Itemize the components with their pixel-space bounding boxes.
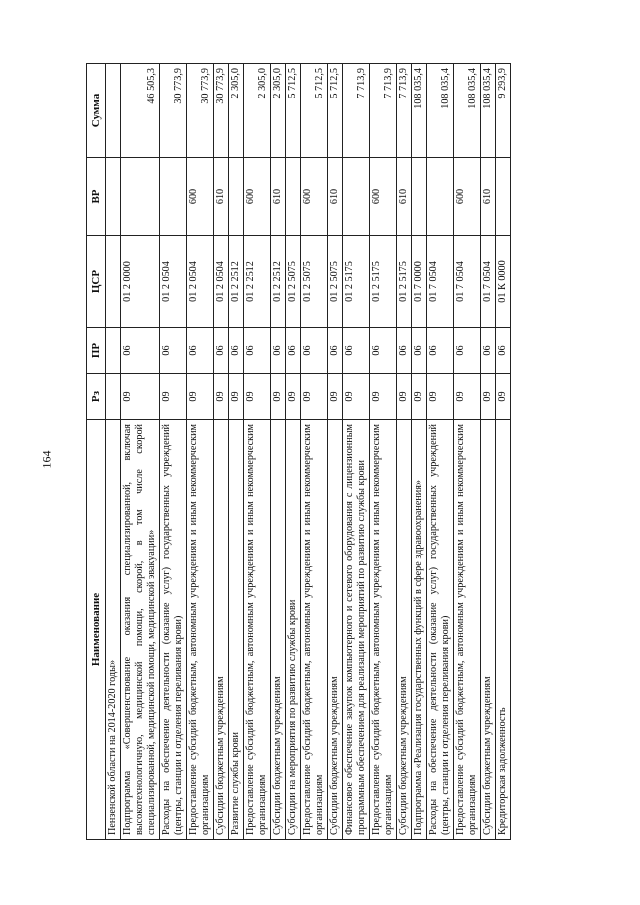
cell-rz: 09 [121,374,160,420]
page-number: 164 [39,450,54,469]
cell-name: Развитие службы крови [229,420,244,840]
cell-csr: 01 2 0504 [214,236,229,328]
table-row [271,64,286,840]
budget-table [86,63,511,840]
cell-sum: 5 712,5 [286,64,301,158]
cell-pr: 06 [481,328,496,374]
header-sum: Сумма [87,64,106,158]
cell-rz: 09 [271,374,286,420]
cell-vr: 600 [244,158,271,236]
cell-pr: 06 [229,328,244,374]
cell-pr: 06 [412,328,427,374]
cell-name: Субсидии бюджетным учреждениям [214,420,229,840]
cell-rz: 09 [343,374,370,420]
cell-vr: 610 [397,158,412,236]
cell-pr: 06 [454,328,481,374]
table-row [214,64,229,840]
cell-name: Субсидии бюджетным учреждениям [328,420,343,840]
cell-sum: 108 035,4 [412,64,427,158]
table-row [496,64,511,840]
header-rz: Рз [87,374,106,420]
cell-name: Финансовое обеспечение закупок компьютерного и сетевого оборудования с лицензионным программным обеспечением для реализации мероприятий по развитию службы крови [343,420,370,840]
cell-vr: 610 [214,158,229,236]
cell-pr: 06 [187,328,214,374]
cell-vr: 600 [187,158,214,236]
table-row [343,64,370,840]
cell-rz: 09 [286,374,301,420]
table-row [286,64,301,840]
cell-csr: 01 2 0000 [121,236,160,328]
cell-rz: 09 [328,374,343,420]
cell-pr: 06 [244,328,271,374]
cell-vr [229,158,244,236]
cell-rz: 09 [370,374,397,420]
cell-csr: 01 2 5175 [343,236,370,328]
cell-sum: 30 773,9 [160,64,187,158]
cell-vr [106,158,121,236]
cell-sum: 7 713,9 [397,64,412,158]
cell-csr: 01 2 2512 [271,236,286,328]
cell-pr: 06 [343,328,370,374]
table-row [397,64,412,840]
cell-name: Предоставление субсидий бюджетным, автономным учреждениям и иным некоммерческим организациям [301,420,328,840]
cell-sum: 2 305,0 [229,64,244,158]
cell-sum: 108 035,4 [427,64,454,158]
cell-name: Кредиторская задолженность [496,420,511,840]
cell-csr: 01 2 5075 [301,236,328,328]
cell-sum: 108 035,4 [481,64,496,158]
cell-pr: 06 [397,328,412,374]
cell-csr: 01 2 0504 [187,236,214,328]
cell-vr [121,158,160,236]
cell-vr [343,158,370,236]
cell-rz: 09 [187,374,214,420]
cell-rz: 09 [481,374,496,420]
table-row [328,64,343,840]
cell-pr [106,328,121,374]
cell-pr: 06 [301,328,328,374]
cell-vr [286,158,301,236]
cell-sum [106,64,121,158]
cell-vr: 610 [481,158,496,236]
cell-sum: 30 773,9 [187,64,214,158]
cell-pr: 06 [160,328,187,374]
budget-table-rotated [86,64,566,840]
cell-vr: 610 [328,158,343,236]
table-row [370,64,397,840]
cell-name: Пензенской области на 2014-2020 годы» [106,420,121,840]
cell-vr [496,158,511,236]
table-row [481,64,496,840]
cell-csr: 01 2 5175 [397,236,412,328]
cell-rz [106,374,121,420]
cell-csr: 01 2 2512 [229,236,244,328]
header-vr: ВР [87,158,106,236]
cell-vr [427,158,454,236]
cell-pr: 06 [214,328,229,374]
cell-name: Предоставление субсидий бюджетным, автономным учреждениям и иным некоммерческим организациям [370,420,397,840]
cell-rz: 09 [214,374,229,420]
cell-csr: 01 2 5075 [328,236,343,328]
cell-pr: 06 [286,328,301,374]
header-pr: ПР [87,328,106,374]
cell-name: Субсидии бюджетным учреждениям [397,420,412,840]
cell-name: Предоставление субсидий бюджетным, автономным учреждениям и иным некоммерческим организациям [454,420,481,840]
table-row [454,64,481,840]
cell-sum: 2 305,0 [271,64,286,158]
cell-csr [106,236,121,328]
cell-rz: 09 [454,374,481,420]
cell-sum: 46 505,3 [121,64,160,158]
header-row [87,64,106,840]
cell-name: Субсидии на мероприятия по развитию службы крови [286,420,301,840]
cell-csr: 01 7 0504 [454,236,481,328]
cell-vr [160,158,187,236]
table-row [244,64,271,840]
table-row [160,64,187,840]
cell-sum: 30 773,9 [214,64,229,158]
cell-csr: 01 7 0504 [427,236,454,328]
cell-rz: 09 [244,374,271,420]
cell-sum: 7 713,9 [370,64,397,158]
cell-vr [412,158,427,236]
cell-name: Предоставление субсидий бюджетным, автономным учреждениям и иным некоммерческим организациям [244,420,271,840]
cell-vr: 600 [301,158,328,236]
cell-rz: 09 [496,374,511,420]
cell-name: Предоставление субсидий бюджетным, автономным учреждениям и иным некоммерческим организациям [187,420,214,840]
cell-pr: 06 [271,328,286,374]
cell-rz: 09 [412,374,427,420]
cell-csr: 01 7 0000 [412,236,427,328]
cell-csr: 01 К 0000 [496,236,511,328]
cell-pr: 06 [427,328,454,374]
cell-rz: 09 [160,374,187,420]
cell-vr: 600 [370,158,397,236]
cell-pr: 06 [496,328,511,374]
cell-rz: 09 [229,374,244,420]
cell-sum: 9 293,9 [496,64,511,158]
cell-csr: 01 7 0504 [481,236,496,328]
table-body [106,64,511,840]
cell-rz: 09 [397,374,412,420]
cell-pr: 06 [370,328,397,374]
cell-name: Подпрограмма «Совершенствование оказания специализированной, включая высокотехнологичную, медицинской помощи, скорой, в том числе скорой специализированной, медицинской помощи, медицинской эвакуации» [121,420,160,840]
cell-sum: 5 712,5 [301,64,328,158]
cell-sum: 5 712,5 [328,64,343,158]
cell-rz: 09 [301,374,328,420]
cell-name: Подпрограмма «Реализация государственных функций в сфере здравоохранения» [412,420,427,840]
table-row [121,64,160,840]
table-row [301,64,328,840]
table-row [229,64,244,840]
table-row [412,64,427,840]
cell-name: Субсидии бюджетным учреждениям [271,420,286,840]
cell-vr: 610 [271,158,286,236]
cell-name: Расходы на обеспечение деятельности (оказание услуг) государственных учреждений (центры, станции и отделения переливания крови) [160,420,187,840]
cell-rz: 09 [427,374,454,420]
cell-csr: 01 2 0504 [160,236,187,328]
cell-sum: 2 305,0 [244,64,271,158]
cell-pr: 06 [121,328,160,374]
table-row [106,64,121,840]
cell-csr: 01 2 2512 [244,236,271,328]
cell-sum: 7 713,9 [343,64,370,158]
cell-pr: 06 [328,328,343,374]
header-csr: ЦСР [87,236,106,328]
cell-sum: 108 035,4 [454,64,481,158]
cell-csr: 01 2 5075 [286,236,301,328]
cell-name: Субсидии бюджетным учреждениям [481,420,496,840]
cell-csr: 01 2 5175 [370,236,397,328]
cell-name: Расходы на обеспечение деятельности (оказание услуг) государственных учреждений (центры, станции и отделения переливания крови) [427,420,454,840]
header-name: Наименование [87,420,106,840]
table-row [187,64,214,840]
table-row [427,64,454,840]
cell-vr: 600 [454,158,481,236]
